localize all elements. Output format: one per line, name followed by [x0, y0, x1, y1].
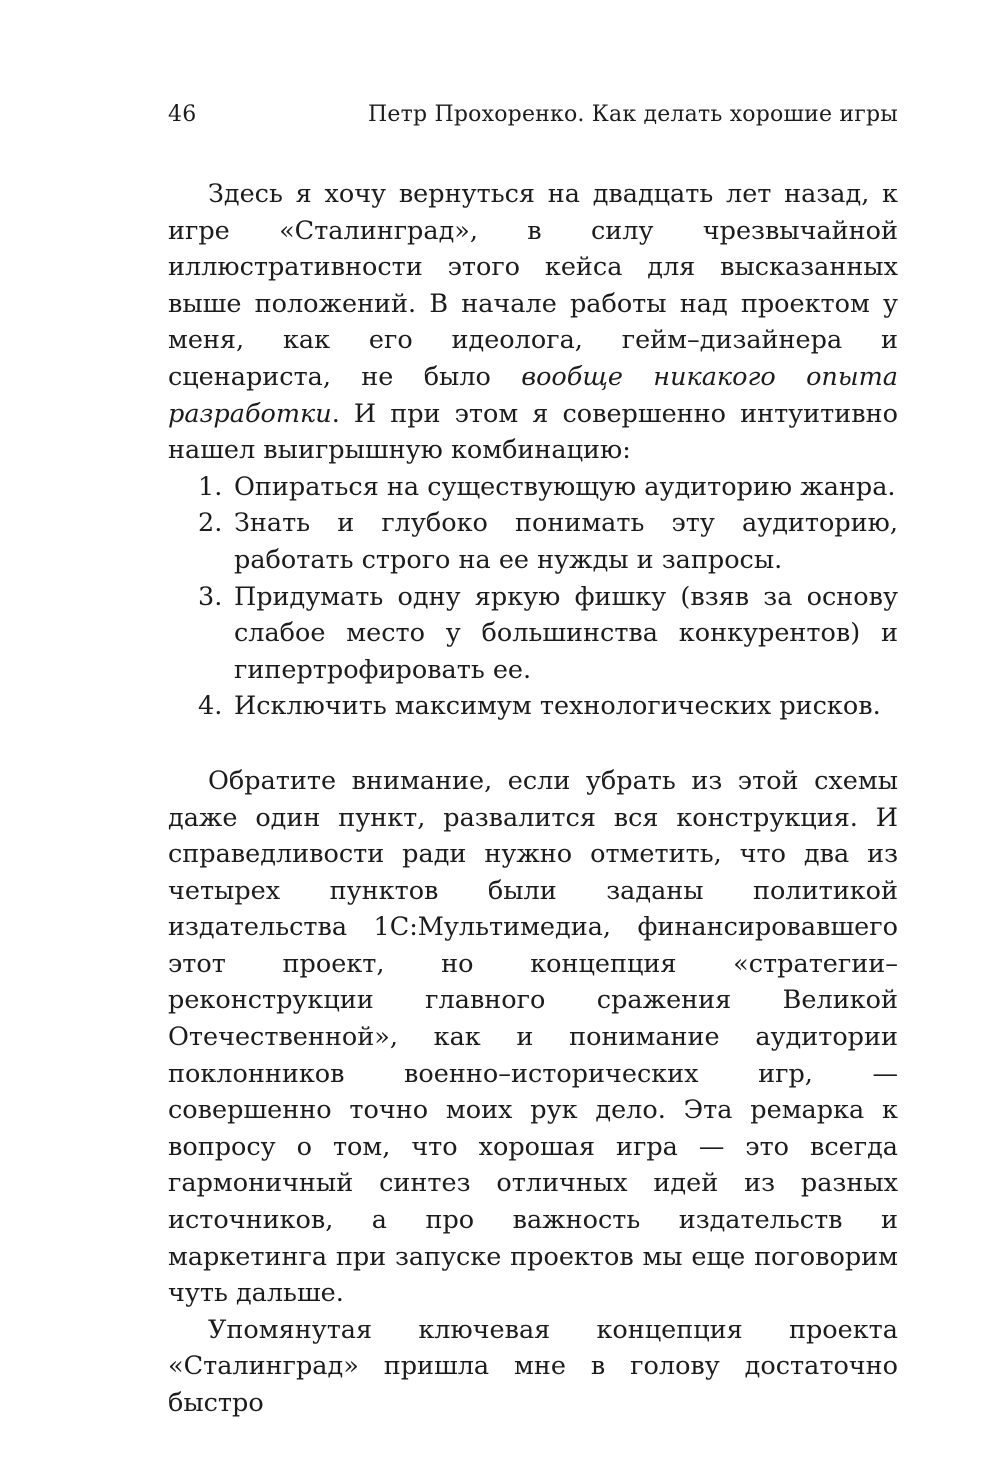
body-text	[168, 176, 898, 1422]
list-item	[168, 505, 898, 578]
list-number: 2.	[198, 508, 223, 539]
running-title: Петр Прохоренко. Как делать хорошие игры	[368, 102, 898, 127]
list-item	[168, 688, 898, 725]
list-item-text: Исключить максимум технологических рисков.	[234, 691, 881, 722]
intro-paragraph	[168, 176, 898, 469]
list-item-text: Знать и глубоко понимать эту аудиторию, работать строго на ее нужды и запросы.	[234, 508, 898, 575]
list-number: 3.	[198, 581, 223, 612]
numbered-list	[168, 469, 898, 725]
list-item-text: Опираться на существующую аудиторию жанра.	[234, 471, 896, 502]
intro-part-1: Здесь я хочу вернуться на двадцать лет назад, к игре «Сталинград», в силу чрезвычайной иллюстративности этого кейса для высказанных выше положений. В начале работы над проектом у меня, как его идеолога, гейм–дизайнера и сценариста, не было	[168, 179, 898, 392]
page-number: 46	[168, 102, 197, 127]
list-item-text: Придумать одну яркую фишку (взяв за основу слабое место у большинства конкурентов) и гипертрофировать ее.	[234, 581, 898, 685]
list-number: 1.	[198, 471, 223, 502]
intro-italic-phrase: вообще никакого опыта разработки	[168, 361, 898, 429]
paragraph-2: Обратите внимание, если убрать из этой схемы даже один пункт, развалится вся конструкция. И справедливости ради нужно отметить, что два из четырех пунктов были заданы политикой издательства 1С:Мультимедиа, финансировавшего этот проект, но концепция «стратегии–реконструкции главного сражения Великой Отечественной», как и понимание аудитории поклонников военно–исторических игр, — совершенно точно моих рук дело. Эта ремарка к вопросу о том, что хорошая игра — это всегда гармоничный синтез отличных идей из разных источников, а про важность издательств и маркетинга при запуске проектов мы еще поговорим чуть дальше.	[168, 765, 898, 1309]
paragraph-gap	[168, 725, 898, 763]
paragraph-3: Упомянутая ключевая концепция проекта «Сталинград» пришла мне в голову достаточно быстро	[168, 1314, 898, 1418]
book-page	[168, 100, 898, 1422]
list-number: 4.	[198, 691, 223, 722]
list-item	[168, 469, 898, 506]
running-header	[168, 100, 898, 130]
list-item	[168, 579, 898, 689]
intro-part-2: . И при этом я совершенно интуитивно нашел выигрышную комбинацию:	[168, 398, 898, 466]
